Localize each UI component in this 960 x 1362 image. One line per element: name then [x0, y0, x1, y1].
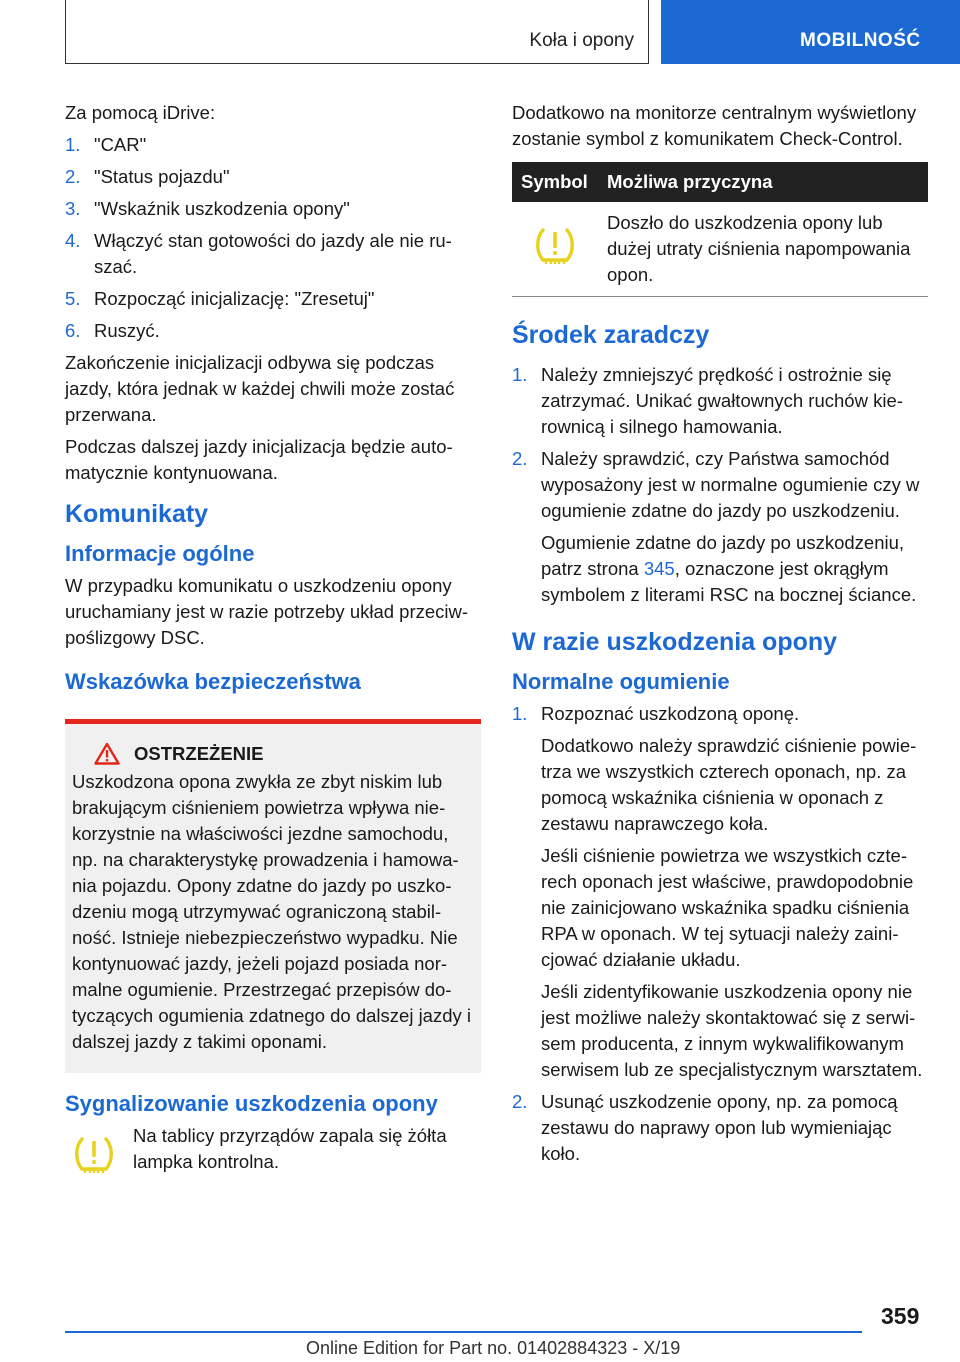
step-text: Usunąć uszkodzenie opony, np. za pomocą zestawu do naprawy opon lub wymieniając koło.: [541, 1091, 898, 1164]
init-paragraph-1: Zakończenie inicjalizacji odbywa się podczas jazdy, która jednak w każdej chwili może zostać przerwana.: [65, 352, 455, 425]
signal-row: [65, 1123, 481, 1175]
table-cell-cause: Doszło do uszkodzenia opony lub dużej utraty ciśnienia napompowania opon.: [598, 202, 928, 297]
step-number: 2.: [65, 166, 81, 187]
step-number: 6.: [65, 320, 81, 341]
symbol-table: [512, 162, 928, 297]
monitor-intro: Dodatkowo na monitorze centralnym wyświetlony zostanie symbol z komunikatem Check-Control.: [512, 102, 917, 149]
step-text: Rozpoznać uszkodzoną oponę.: [541, 703, 800, 724]
table-row: [512, 202, 928, 297]
heading-signalling: Sygnalizowanie uszkodzenia opony: [65, 1091, 438, 1116]
step-text: Należy sprawdzić, czy Państwa samochód wyposażony jest w normalne ogumienie czy w ogumienie zdatne do jazdy po uszkodzeniu.: [541, 448, 920, 521]
warning-box: [65, 719, 481, 1073]
heading-safety-note: Wskazówka bezpieczeństwa: [65, 669, 361, 694]
warning-header: [72, 742, 473, 765]
heading-general-info: Informacje ogólne: [65, 541, 255, 566]
step-number: 1.: [65, 134, 81, 155]
step-number: 1.: [512, 364, 528, 385]
page-reference-link[interactable]: 345: [643, 558, 675, 579]
step-detail: Jeśli ciśnienie powietrza we wszystkich czterech oponach jest właściwe, prawdopodobnie nie zainicjowano wskaźnika spadku ciśnienia RPA w oponach. W tej sytuacji należy zainicjować działanie układu.: [541, 845, 914, 970]
list-item: [512, 1089, 928, 1167]
page-number: 359: [881, 1303, 920, 1329]
step-number: 3.: [65, 198, 81, 219]
table-cell-symbol: [512, 202, 598, 297]
tire-pressure-warning-icon: [73, 1133, 115, 1175]
step-detail: Dodatkowo należy sprawdzić ciśnienie powietrza we wszystkich czterech oponach, np. za pomocą wskaźnika ciśnienia w oponach z zestawu naprawczego koła.: [541, 735, 917, 834]
heading-normal-tires: Normalne ogumienie: [512, 669, 730, 694]
step-text: "Wskaźnik uszkodzenia opony": [94, 198, 350, 219]
step-number: 2.: [512, 448, 528, 469]
idrive-intro: Za pomocą iDrive:: [65, 102, 216, 123]
general-info-text: W przypadku komunikatu o uszkodzeniu opony uruchamiany jest w razie potrzeby układ przeciwpoślizgowy DSC.: [65, 575, 469, 648]
table-header-cause: Możliwa przyczyna: [598, 162, 928, 202]
step-number: 5.: [65, 288, 81, 309]
normal-tire-steps: [512, 701, 928, 1167]
header-chapter-box: [65, 0, 649, 64]
rsc-note: [541, 530, 928, 608]
step-text: Ruszyć.: [94, 320, 160, 341]
heading-tire-damage: W razie uszkodzenia opony: [512, 628, 838, 656]
chapter-title: Koła i opony: [529, 30, 634, 51]
step-number: 1.: [512, 703, 528, 724]
step-number: 4.: [65, 230, 81, 251]
section-tab: [661, 0, 960, 64]
list-item: [65, 286, 481, 312]
warning-title: OSTRZEŻENIE: [134, 742, 264, 764]
rsc-note-text: Ogumienie zdatne do jazdy po uszkodzeniu, patrz strona: [541, 532, 905, 579]
left-column: [65, 100, 481, 1175]
step-number: 2.: [512, 1091, 528, 1112]
tire-pressure-warning-icon: [534, 224, 576, 266]
list-item: [65, 196, 481, 222]
step-text: "Status pojazdu": [94, 166, 230, 187]
footer-divider: [65, 1331, 862, 1333]
idrive-steps: [65, 132, 481, 344]
list-item: [512, 446, 928, 608]
right-column: [512, 100, 928, 1173]
init-paragraph-2: Podczas dalszej jazdy inicjalizacja będzie automatycznie kontynuowana.: [65, 436, 453, 483]
step-detail: Jeśli zidentyfikowanie uszkodzenia opony nie jest możliwe należy skontaktować się z serwisem producenta, z innym wykwalifikowanym serwisem lub ze specjalistycznym warsztatem.: [541, 981, 923, 1080]
list-item: [65, 228, 481, 280]
table-header-symbol: Symbol: [512, 162, 598, 202]
list-item: [512, 701, 928, 1083]
list-item: [65, 164, 481, 190]
footer-edition: Online Edition for Part no. 01402884323 - X/19: [306, 1338, 681, 1358]
section-title: MOBILNOŚĆ: [800, 30, 921, 51]
list-item: [65, 318, 481, 344]
heading-remedy: Środek zaradczy: [512, 321, 710, 349]
step-text: "CAR": [94, 134, 147, 155]
warning-body: Uszkodzona opona zwykła ze zbyt niskim lub brakującym ciśnieniem powietrza wpływa niekorzystnie na właściwości jezdne samochodu, np. na charakterystykę prowadzenia i hamowania pojazdu. Opony zdatne do jazdy po uszkodzeniu mogą utrzymywać ograniczoną stabilność. Istnieje niebezpieczeństwo wypadku. Nie kontynuować jazdy, jeżeli pojazd posiada normalne ogumienie. Przestrzegać przepisów dotyczących ogumienia zdatnego do dalszej jazdy i dalszej jazdy z takimi oponami.: [72, 771, 472, 1052]
warning-triangle-icon: [94, 742, 120, 765]
rsc-note-text-end: , oznaczone jest okrągłym symbolem z literami RSC na bocznej ściance.: [541, 558, 917, 605]
signal-text: Na tablicy przyrządów zapala się żółta lampka kontrolna.: [133, 1125, 447, 1172]
heading-komunikaty: Komunikaty: [65, 500, 209, 528]
step-text: Należy zmniejszyć prędkość i ostrożnie się zatrzymać. Unikać gwałtownych ruchów kierownicą i silnego hamowania.: [541, 364, 903, 437]
step-text: Rozpocząć inicjalizację: "Zresetuj": [94, 288, 375, 309]
step-text: Włączyć stan gotowości do jazdy ale nie ruszać.: [94, 230, 452, 277]
list-item: [512, 362, 928, 440]
remedy-steps: [512, 362, 928, 608]
list-item: [65, 132, 481, 158]
